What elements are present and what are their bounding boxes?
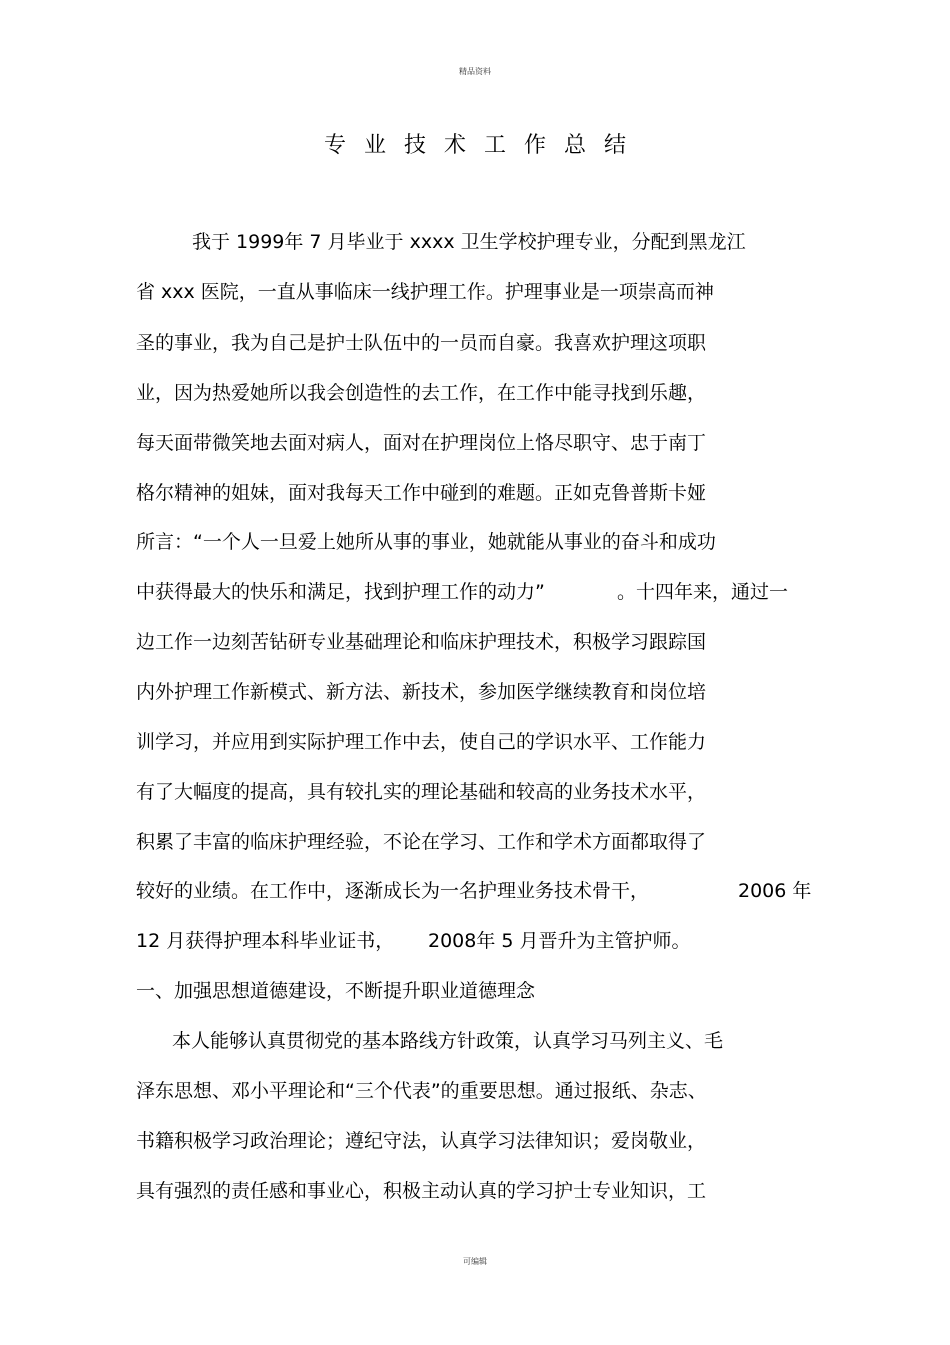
paragraph-line: 本人能够认真贯彻党的基本路线方针政策，认真学习马列主义、毛: [172, 1030, 724, 1052]
paragraph-line: 训学习，并应用到实际护理工作中去，使自己的学识水平、工作能力: [136, 731, 707, 753]
paragraph-line: 中获得最大的快乐和满足，找到护理工作的动力”: [136, 581, 545, 603]
paragraph-line: 内外护理工作新模式、新方法、新技术，参加医学继续教育和岗位培: [136, 681, 707, 703]
document-title: 专业技术工作总结: [323, 133, 644, 158]
paragraph-line: 所言：“一个人一旦爱上她所从事的事业，她就能从事业的奋斗和成功: [136, 531, 716, 553]
paragraph-line-tail: 2006 年: [738, 880, 812, 902]
paragraph-line: 有了大幅度的提高，具有较扎实的理论基础和较高的业务技术水平，: [136, 781, 707, 803]
paragraph-line-tail: 2008年 5 月晋升为主管护师。: [428, 930, 691, 952]
section-heading: 一、加强思想道德建设，不断提升职业道德理念: [136, 980, 536, 1002]
paragraph-line: 积累了丰富的临床护理经验，不论在学习、工作和学术方面都取得了: [136, 831, 707, 853]
paragraph-line: 每天面带微笑地去面对病人，面对在护理岗位上恪尽职守、忠于南丁: [136, 432, 707, 454]
paragraph-line-tail: 。十四年来，通过一: [617, 581, 789, 603]
paragraph-line: 我于 1999年 7 月毕业于 xxxx 卫生学校护理专业，分配到黑龙江: [192, 231, 746, 253]
paragraph-line: 12 月获得护理本科毕业证书，: [136, 930, 395, 952]
paragraph-line: 泽东思想、邓小平理论和“三个代表”的重要思想。通过报纸、杂志、: [136, 1080, 707, 1102]
paragraph-line: 具有强烈的责任感和事业心，积极主动认真的学习护士专业知识，工: [136, 1180, 707, 1202]
paragraph-line: 业，因为热爱她所以我会创造性的去工作，在工作中能寻找到乐趣，: [136, 382, 707, 404]
header-note: 精品资料: [459, 67, 491, 76]
paragraph-line: 边工作一边刻苦钻研专业基础理论和临床护理技术，积极学习跟踪国: [136, 631, 707, 653]
paragraph-line: 格尔精神的姐妹，面对我每天工作中碰到的难题。正如克鲁普斯卡娅: [136, 482, 707, 504]
paragraph-line: 较好的业绩。在工作中，逐渐成长为一名护理业务技术骨干，: [136, 880, 650, 902]
paragraph-line: 圣的事业，我为自己是护士队伍中的一员而自豪。我喜欢护理这项职: [136, 332, 707, 354]
footer-note: 可编辑: [463, 1257, 487, 1266]
paragraph-line: 省 xxx 医院，一直从事临床一线护理工作。护理事业是一项崇高而神: [136, 281, 714, 303]
paragraph-line: 书籍积极学习政治理论；遵纪守法，认真学习法律知识；爱岗敬业，: [136, 1130, 707, 1152]
